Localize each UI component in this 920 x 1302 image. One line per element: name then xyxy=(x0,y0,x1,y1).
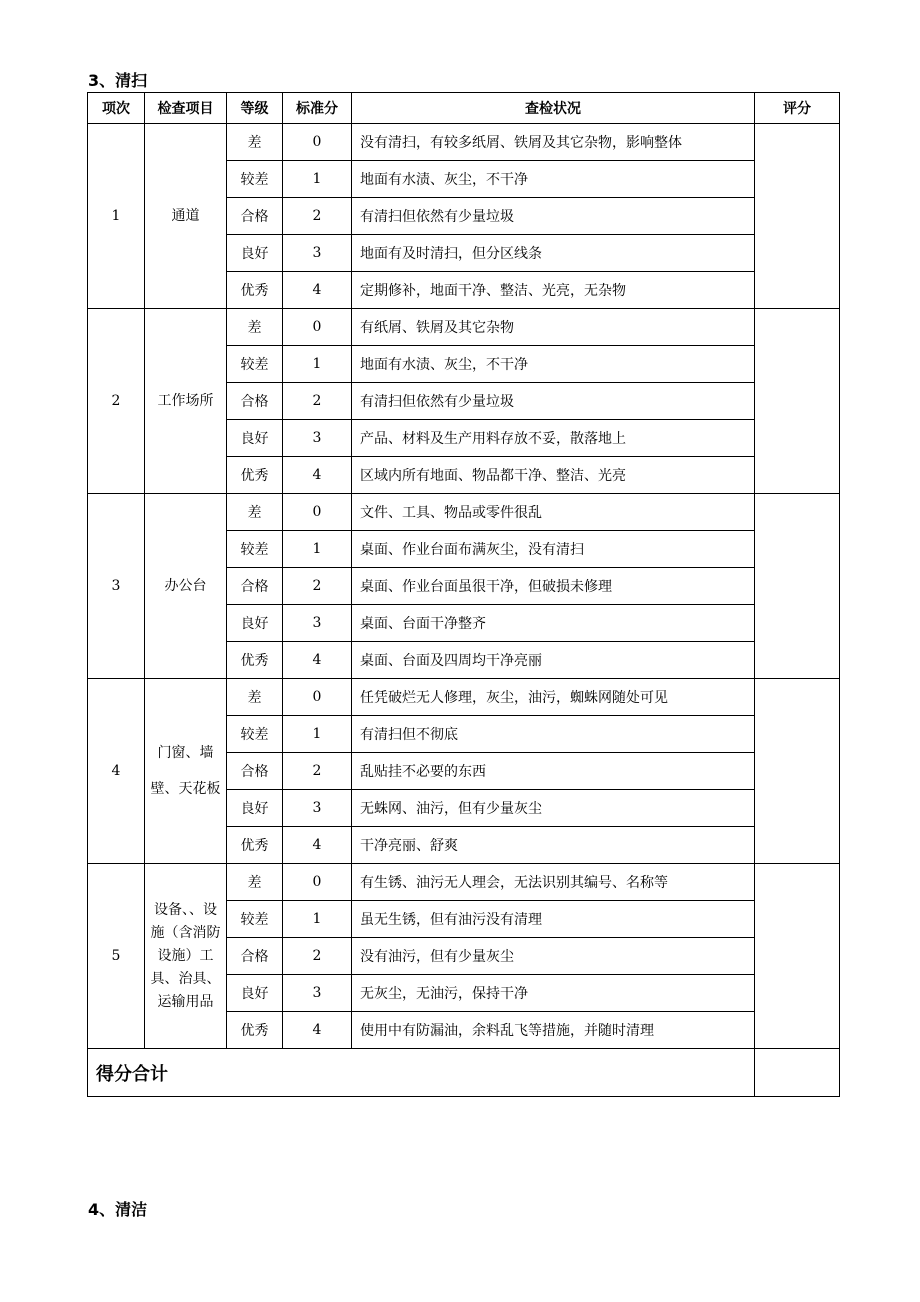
score-cell: 1 xyxy=(283,531,352,568)
grade-cell: 合格 xyxy=(227,383,283,420)
condition-cell: 桌面、作业台面虽很干净，但破损未修理 xyxy=(352,568,755,605)
condition-cell: 定期修补，地面干净、整洁、光亮，无杂物 xyxy=(352,272,755,309)
grade-cell: 良好 xyxy=(227,235,283,272)
condition-cell: 任凭破烂无人修理，灰尘，油污，蜘蛛网随处可见 xyxy=(352,679,755,716)
table-row xyxy=(88,864,840,901)
grade-cell: 差 xyxy=(227,124,283,161)
grade-cell: 较差 xyxy=(227,346,283,383)
condition-cell: 地面有水渍、灰尘，不干净 xyxy=(352,161,755,198)
condition-cell: 使用中有防漏油，余料乱飞等措施，并随时清理 xyxy=(352,1012,755,1049)
grade-cell: 合格 xyxy=(227,198,283,235)
grade-cell: 合格 xyxy=(227,753,283,790)
grade-cell: 较差 xyxy=(227,531,283,568)
group-no: 1 xyxy=(88,124,145,309)
condition-cell: 区域内所有地面、物品都干净、整洁、光亮 xyxy=(352,457,755,494)
table-row xyxy=(88,309,840,346)
grade-cell: 较差 xyxy=(227,716,283,753)
group-no: 2 xyxy=(88,309,145,494)
condition-cell: 地面有及时清扫，但分区线条 xyxy=(352,235,755,272)
grade-cell: 良好 xyxy=(227,790,283,827)
score-cell: 3 xyxy=(283,790,352,827)
condition-cell: 无蛛网、油污，但有少量灰尘 xyxy=(352,790,755,827)
score-cell: 1 xyxy=(283,901,352,938)
condition-cell: 乱贴挂不必要的东西 xyxy=(352,753,755,790)
condition-cell: 桌面、作业台面布满灰尘，没有清扫 xyxy=(352,531,755,568)
group-no: 5 xyxy=(88,864,145,1049)
score-cell: 4 xyxy=(283,827,352,864)
total-row xyxy=(88,1049,840,1097)
rating-cell[interactable] xyxy=(755,124,840,309)
grade-cell: 合格 xyxy=(227,568,283,605)
cleaning-inspection-table xyxy=(87,92,840,1097)
score-cell: 0 xyxy=(283,309,352,346)
grade-cell: 合格 xyxy=(227,938,283,975)
grade-cell: 良好 xyxy=(227,420,283,457)
header-item: 检查项目 xyxy=(145,93,227,124)
grade-cell: 优秀 xyxy=(227,642,283,679)
rating-cell[interactable] xyxy=(755,309,840,494)
condition-cell: 桌面、台面及四周均干净亮丽 xyxy=(352,642,755,679)
total-label: 得分合计 xyxy=(88,1049,755,1097)
table-header-row xyxy=(88,93,840,124)
score-cell: 0 xyxy=(283,494,352,531)
header-rating: 评分 xyxy=(755,93,840,124)
condition-cell: 有清扫但不彻底 xyxy=(352,716,755,753)
rating-cell[interactable] xyxy=(755,679,840,864)
grade-cell: 良好 xyxy=(227,605,283,642)
header-score: 标准分 xyxy=(283,93,352,124)
condition-cell: 有清扫但依然有少量垃圾 xyxy=(352,383,755,420)
score-cell: 3 xyxy=(283,420,352,457)
grade-cell: 较差 xyxy=(227,901,283,938)
header-condition: 查检状况 xyxy=(352,93,755,124)
score-cell: 4 xyxy=(283,1012,352,1049)
score-cell: 1 xyxy=(283,161,352,198)
table-row xyxy=(88,679,840,716)
score-cell: 3 xyxy=(283,975,352,1012)
score-cell: 3 xyxy=(283,235,352,272)
score-cell: 4 xyxy=(283,272,352,309)
group-item: 办公台 xyxy=(145,494,227,679)
table-row xyxy=(88,494,840,531)
table-row xyxy=(88,124,840,161)
score-cell: 4 xyxy=(283,642,352,679)
score-cell: 3 xyxy=(283,605,352,642)
score-cell: 4 xyxy=(283,457,352,494)
score-cell: 1 xyxy=(283,716,352,753)
grade-cell: 差 xyxy=(227,679,283,716)
header-no: 项次 xyxy=(88,93,145,124)
score-cell: 0 xyxy=(283,124,352,161)
score-cell: 0 xyxy=(283,864,352,901)
grade-cell: 差 xyxy=(227,494,283,531)
condition-cell: 有生锈、油污无人理会，无法识别其编号、名称等 xyxy=(352,864,755,901)
group-item: 工作场所 xyxy=(145,309,227,494)
header-grade: 等级 xyxy=(227,93,283,124)
condition-cell: 干净亮丽、舒爽 xyxy=(352,827,755,864)
total-score-cell[interactable] xyxy=(755,1049,840,1097)
score-cell: 2 xyxy=(283,198,352,235)
condition-cell: 有清扫但依然有少量垃圾 xyxy=(352,198,755,235)
group-item: 设备、、设施（含消防设施）工具、治具、运输用品 xyxy=(145,864,227,1049)
group-item: 通道 xyxy=(145,124,227,309)
condition-cell: 文件、工具、物品或零件很乱 xyxy=(352,494,755,531)
score-cell: 2 xyxy=(283,383,352,420)
grade-cell: 优秀 xyxy=(227,457,283,494)
group-no: 3 xyxy=(88,494,145,679)
condition-cell: 没有清扫，有较多纸屑、铁屑及其它杂物，影响整体 xyxy=(352,124,755,161)
grade-cell: 优秀 xyxy=(227,1012,283,1049)
score-cell: 0 xyxy=(283,679,352,716)
group-no: 4 xyxy=(88,679,145,864)
rating-cell[interactable] xyxy=(755,864,840,1049)
condition-cell: 无灰尘，无油污，保持干净 xyxy=(352,975,755,1012)
grade-cell: 优秀 xyxy=(227,272,283,309)
grade-cell: 差 xyxy=(227,309,283,346)
grade-cell: 优秀 xyxy=(227,827,283,864)
grade-cell: 较差 xyxy=(227,161,283,198)
condition-cell: 桌面、台面干净整齐 xyxy=(352,605,755,642)
condition-cell: 虽无生锈，但有油污没有清理 xyxy=(352,901,755,938)
condition-cell: 地面有水渍、灰尘，不干净 xyxy=(352,346,755,383)
score-cell: 2 xyxy=(283,753,352,790)
score-cell: 1 xyxy=(283,346,352,383)
section-3-title: 3、清扫 xyxy=(88,71,148,90)
grade-cell: 差 xyxy=(227,864,283,901)
condition-cell: 没有油污，但有少量灰尘 xyxy=(352,938,755,975)
condition-cell: 有纸屑、铁屑及其它杂物 xyxy=(352,309,755,346)
rating-cell[interactable] xyxy=(755,494,840,679)
score-cell: 2 xyxy=(283,938,352,975)
score-cell: 2 xyxy=(283,568,352,605)
grade-cell: 良好 xyxy=(227,975,283,1012)
section-4-title: 4、清洁 xyxy=(88,1200,148,1219)
group-item: 门窗、墙壁、天花板 xyxy=(145,679,227,864)
condition-cell: 产品、材料及生产用料存放不妥，散落地上 xyxy=(352,420,755,457)
